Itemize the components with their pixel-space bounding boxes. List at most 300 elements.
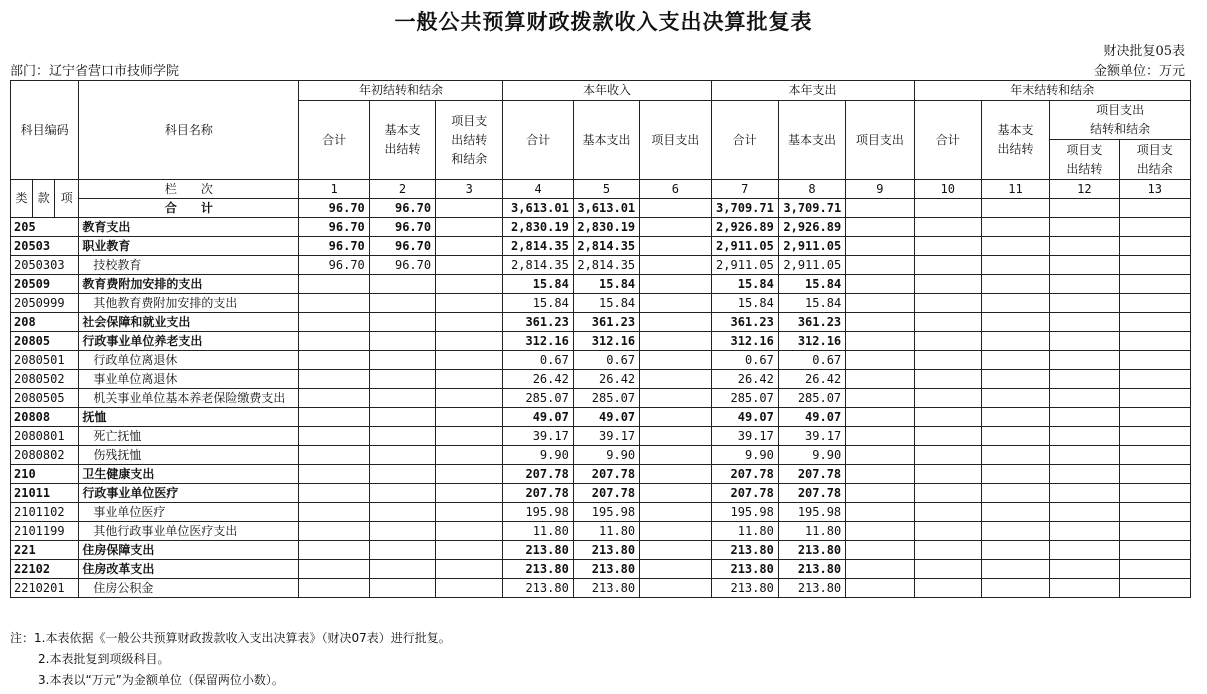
amount-cell: [1050, 484, 1119, 503]
table-row: [11, 218, 1191, 237]
amount-cell: [914, 541, 981, 560]
col-num: 2: [369, 180, 435, 199]
amount-cell: [1050, 332, 1119, 351]
amount-cell: 195.98: [573, 503, 639, 522]
header-group-begin: 年初结转和结余: [299, 81, 503, 101]
total-cell: 3,613.01: [573, 199, 639, 218]
amount-cell: 213.80: [573, 541, 639, 560]
amount-cell: 312.16: [503, 332, 573, 351]
header-basic-carry-line2: 出结转: [384, 142, 421, 156]
amount-cell: 207.78: [711, 484, 778, 503]
table-row: [11, 313, 1191, 332]
subject-name-cell: 住房公积金: [79, 579, 299, 598]
amount-cell: 213.80: [778, 541, 845, 560]
table-row: [11, 522, 1191, 541]
amount-cell: [369, 351, 435, 370]
amount-cell: 213.80: [778, 560, 845, 579]
amount-cell: [369, 503, 435, 522]
amount-cell: 213.80: [778, 579, 845, 598]
approval-table: [10, 80, 1191, 598]
amount-cell: 195.98: [503, 503, 573, 522]
amount-cell: [1050, 579, 1119, 598]
amount-cell: [1119, 484, 1190, 503]
subject-code-cell: 20509: [11, 275, 79, 294]
amount-cell: [436, 522, 503, 541]
total-cell: [846, 199, 914, 218]
amount-cell: [981, 313, 1049, 332]
amount-cell: [981, 446, 1049, 465]
header-project-carry-line3: 和结余: [451, 151, 488, 166]
amount-cell: 2,814.35: [503, 256, 573, 275]
amount-cell: [914, 484, 981, 503]
amount-cell: 96.70: [299, 256, 369, 275]
amount-cell: [436, 237, 503, 256]
amount-cell: [640, 370, 711, 389]
col-num: 11: [981, 180, 1049, 199]
amount-cell: [1050, 465, 1119, 484]
col-num: 7: [711, 180, 778, 199]
amount-cell: 15.84: [503, 294, 573, 313]
table-row: [11, 446, 1191, 465]
subject-name-cell: 职业教育: [79, 237, 299, 256]
note-3: 3.本表以“万元”为金额单位（保留两位小数）。: [38, 673, 284, 687]
amount-cell: 213.80: [503, 579, 573, 598]
amount-cell: [299, 313, 369, 332]
amount-cell: [299, 465, 369, 484]
amount-cell: 0.67: [778, 351, 845, 370]
table-row: [11, 465, 1191, 484]
col-num: 10: [914, 180, 981, 199]
subject-code-cell: 2080505: [11, 389, 79, 408]
table-row: [11, 294, 1191, 313]
table-row: [11, 237, 1191, 256]
amount-cell: 0.67: [573, 351, 639, 370]
amount-cell: 213.80: [711, 579, 778, 598]
amount-cell: [436, 408, 503, 427]
amount-cell: [436, 579, 503, 598]
amount-cell: [436, 427, 503, 446]
header-end-project-balance-line1: 项目支: [1136, 142, 1173, 157]
amount-cell: [299, 389, 369, 408]
amount-cell: [369, 332, 435, 351]
amount-cell: 2,911.05: [711, 237, 778, 256]
amount-cell: [640, 389, 711, 408]
amount-cell: [981, 275, 1049, 294]
header-end-project-carry-line1: 项目支: [1066, 142, 1103, 157]
subject-name-cell: 事业单位离退休: [79, 370, 299, 389]
amount-cell: 207.78: [778, 465, 845, 484]
amount-cell: 26.42: [503, 370, 573, 389]
subject-code-cell: 20805: [11, 332, 79, 351]
amount-cell: 49.07: [573, 408, 639, 427]
amount-cell: 0.67: [711, 351, 778, 370]
table-row: [11, 560, 1191, 579]
amount-cell: 285.07: [711, 389, 778, 408]
amount-cell: [1119, 237, 1190, 256]
amount-cell: [1050, 237, 1119, 256]
subject-code-cell: 210: [11, 465, 79, 484]
total-cell: [436, 199, 503, 218]
amount-cell: [914, 389, 981, 408]
subject-name-cell: 住房保障支出: [79, 541, 299, 560]
amount-cell: [640, 256, 711, 275]
amount-cell: [981, 484, 1049, 503]
header-total-expense: 合计: [711, 101, 778, 180]
amount-cell: 2,911.05: [778, 237, 845, 256]
amount-cell: [299, 446, 369, 465]
amount-cell: 26.42: [573, 370, 639, 389]
amount-cell: [299, 370, 369, 389]
amount-cell: 2,911.05: [778, 256, 845, 275]
amount-cell: [914, 465, 981, 484]
amount-cell: [846, 503, 914, 522]
amount-cell: [640, 446, 711, 465]
form-number: 财决批复05表: [1103, 44, 1185, 59]
subject-name-cell: 死亡抚恤: [79, 427, 299, 446]
amount-cell: 26.42: [711, 370, 778, 389]
amount-cell: 312.16: [778, 332, 845, 351]
amount-cell: [436, 256, 503, 275]
amount-cell: [299, 579, 369, 598]
amount-cell: [369, 408, 435, 427]
amount-cell: [1119, 370, 1190, 389]
amount-cell: [1119, 427, 1190, 446]
amount-cell: 195.98: [711, 503, 778, 522]
header-kuan: 款: [33, 180, 55, 218]
col-num: 5: [573, 180, 639, 199]
amount-cell: [299, 408, 369, 427]
amount-cell: 207.78: [711, 465, 778, 484]
amount-cell: 361.23: [711, 313, 778, 332]
amount-cell: [1119, 579, 1190, 598]
amount-cell: [640, 560, 711, 579]
amount-cell: [1050, 275, 1119, 294]
amount-cell: [846, 427, 914, 446]
amount-cell: [1119, 503, 1190, 522]
amount-cell: [981, 408, 1049, 427]
amount-cell: 2,830.19: [573, 218, 639, 237]
amount-cell: [299, 294, 369, 313]
page-title: 一般公共预算财政拨款收入支出决算批复表: [394, 10, 813, 34]
subject-code-cell: 2050999: [11, 294, 79, 313]
amount-cell: 96.70: [369, 218, 435, 237]
header-project-carry-line2: 出结转: [451, 132, 488, 147]
subject-name-cell: 其他行政事业单位医疗支出: [79, 522, 299, 541]
amount-cell: [1119, 560, 1190, 579]
notes: [10, 628, 451, 691]
note-1: 注：1.本表依据《一般公共预算财政拨款收入支出决算表》（财决07表）进行批复。: [10, 631, 451, 645]
amount-cell: 96.70: [299, 218, 369, 237]
subject-name-cell: 住房改革支出: [79, 560, 299, 579]
amount-cell: [436, 541, 503, 560]
amount-cell: [914, 313, 981, 332]
amount-cell: 312.16: [711, 332, 778, 351]
amount-cell: [846, 579, 914, 598]
amount-cell: 207.78: [503, 484, 573, 503]
amount-cell: [640, 465, 711, 484]
amount-cell: [1050, 446, 1119, 465]
amount-cell: [846, 408, 914, 427]
subject-name-cell: 行政事业单位养老支出: [79, 332, 299, 351]
amount-cell: 9.90: [711, 446, 778, 465]
amount-cell: [846, 294, 914, 313]
amount-cell: 195.98: [778, 503, 845, 522]
amount-cell: [846, 484, 914, 503]
header-end-basic-carry: [981, 101, 1049, 180]
amount-cell: [846, 370, 914, 389]
subject-name-cell: 行政单位离退休: [79, 351, 299, 370]
amount-cell: [1119, 332, 1190, 351]
amount-cell: [369, 370, 435, 389]
amount-cell: [981, 389, 1049, 408]
amount-cell: [914, 275, 981, 294]
header-group-end: 年末结转和结余: [914, 81, 1190, 101]
amount-cell: 213.80: [573, 579, 639, 598]
amount-cell: [914, 332, 981, 351]
amount-cell: 11.80: [711, 522, 778, 541]
amount-cell: 9.90: [778, 446, 845, 465]
amount-cell: [914, 370, 981, 389]
subject-code-cell: 2101199: [11, 522, 79, 541]
amount-cell: [1050, 389, 1119, 408]
amount-cell: 2,814.35: [503, 237, 573, 256]
amount-cell: 312.16: [573, 332, 639, 351]
amount-cell: 361.23: [503, 313, 573, 332]
amount-cell: [981, 465, 1049, 484]
amount-cell: 49.07: [503, 408, 573, 427]
amount-cell: [299, 484, 369, 503]
table-row: [11, 389, 1191, 408]
department-label: 部门：辽宁省营口市技师学院: [10, 64, 180, 79]
amount-cell: [914, 579, 981, 598]
amount-cell: 96.70: [299, 237, 369, 256]
header-end-project-carry: [1050, 140, 1119, 180]
note-2: 2.本表批复到项级科目。: [38, 652, 170, 666]
header-lan-ci: 栏 次: [79, 180, 299, 199]
total-cell: [1119, 199, 1190, 218]
total-cell: 3,613.01: [503, 199, 573, 218]
amount-cell: [981, 237, 1049, 256]
amount-cell: [369, 522, 435, 541]
amount-cell: 11.80: [573, 522, 639, 541]
amount-cell: [981, 351, 1049, 370]
amount-cell: [914, 503, 981, 522]
amount-cell: [436, 332, 503, 351]
amount-cell: 15.84: [503, 275, 573, 294]
amount-cell: 15.84: [711, 275, 778, 294]
amount-cell: [640, 484, 711, 503]
header-basic-expense: 基本支出: [778, 101, 845, 180]
header-total-income: 合计: [503, 101, 573, 180]
amount-cell: [369, 579, 435, 598]
subject-code-cell: 221: [11, 541, 79, 560]
table-row: [11, 484, 1191, 503]
table-row: [11, 351, 1191, 370]
col-num: 13: [1119, 180, 1190, 199]
header-subject-code: 科目编码: [11, 81, 79, 180]
amount-cell: [369, 446, 435, 465]
amount-cell: [369, 560, 435, 579]
amount-cell: 2,814.35: [573, 237, 639, 256]
col-num: 3: [436, 180, 503, 199]
amount-cell: [1119, 446, 1190, 465]
amount-cell: [369, 389, 435, 408]
amount-cell: [1119, 256, 1190, 275]
table-row: [11, 541, 1191, 560]
amount-cell: [1050, 256, 1119, 275]
amount-cell: [846, 332, 914, 351]
amount-cell: [1050, 370, 1119, 389]
subject-name-cell: 行政事业单位医疗: [79, 484, 299, 503]
amount-cell: [914, 237, 981, 256]
amount-cell: [299, 351, 369, 370]
total-cell: 96.70: [369, 199, 435, 218]
amount-cell: [1119, 522, 1190, 541]
amount-cell: 11.80: [503, 522, 573, 541]
amount-cell: [640, 541, 711, 560]
amount-cell: [1050, 218, 1119, 237]
table-row: [11, 503, 1191, 522]
amount-cell: 15.84: [573, 294, 639, 313]
header-basic-carry-line1: 基本支: [384, 123, 421, 137]
amount-cell: [436, 484, 503, 503]
amount-cell: 213.80: [711, 560, 778, 579]
amount-cell: 26.42: [778, 370, 845, 389]
amount-cell: [914, 522, 981, 541]
amount-cell: [846, 351, 914, 370]
col-num: 6: [640, 180, 711, 199]
amount-cell: 0.67: [503, 351, 573, 370]
col-num: 9: [846, 180, 914, 199]
amount-cell: [846, 313, 914, 332]
amount-cell: 2,926.89: [711, 218, 778, 237]
total-cell: [1050, 199, 1119, 218]
amount-cell: [1050, 313, 1119, 332]
amount-cell: [914, 351, 981, 370]
amount-cell: [1050, 427, 1119, 446]
amount-cell: 9.90: [573, 446, 639, 465]
amount-cell: [1050, 522, 1119, 541]
header-end-project-group-line2: 结转和结余: [1090, 122, 1151, 136]
amount-cell: [640, 294, 711, 313]
amount-cell: [369, 294, 435, 313]
amount-cell: [981, 294, 1049, 313]
subject-name-cell: 卫生健康支出: [79, 465, 299, 484]
subject-code-cell: 2101102: [11, 503, 79, 522]
amount-cell: 49.07: [778, 408, 845, 427]
header-lei: 类: [11, 180, 33, 218]
amount-cell: [299, 541, 369, 560]
amount-cell: [846, 465, 914, 484]
header-subject-name: 科目名称: [79, 81, 299, 180]
amount-cell: [640, 522, 711, 541]
amount-cell: [846, 237, 914, 256]
amount-cell: [640, 408, 711, 427]
subject-name-cell: 教育支出: [79, 218, 299, 237]
table-row: [11, 370, 1191, 389]
amount-cell: [914, 218, 981, 237]
amount-cell: [914, 446, 981, 465]
total-cell: 3,709.71: [711, 199, 778, 218]
subject-code-cell: 20808: [11, 408, 79, 427]
amount-cell: [914, 560, 981, 579]
amount-cell: [981, 579, 1049, 598]
amount-cell: [640, 427, 711, 446]
amount-cell: 207.78: [778, 484, 845, 503]
amount-cell: [1119, 408, 1190, 427]
subject-name-cell: 伤残抚恤: [79, 446, 299, 465]
header-end-basic-carry-line1: 基本支: [997, 123, 1034, 137]
header-end-basic-carry-line2: 出结转: [997, 142, 1034, 156]
amount-cell: [436, 560, 503, 579]
amount-cell: [846, 560, 914, 579]
subject-code-cell: 205: [11, 218, 79, 237]
amount-cell: [436, 351, 503, 370]
amount-cell: 39.17: [711, 427, 778, 446]
amount-cell: [846, 256, 914, 275]
amount-cell: 96.70: [369, 237, 435, 256]
amount-cell: [1119, 389, 1190, 408]
amount-cell: [299, 427, 369, 446]
data-rows: [11, 218, 1191, 598]
amount-cell: [640, 332, 711, 351]
amount-cell: 213.80: [503, 560, 573, 579]
amount-cell: 39.17: [573, 427, 639, 446]
header-project-carry: [436, 101, 503, 180]
subject-code-cell: 20503: [11, 237, 79, 256]
amount-cell: [369, 465, 435, 484]
amount-cell: [369, 275, 435, 294]
table-row: [11, 408, 1191, 427]
col-num: 8: [778, 180, 845, 199]
amount-cell: 2,911.05: [711, 256, 778, 275]
amount-cell: [981, 370, 1049, 389]
table-row: [11, 579, 1191, 598]
amount-cell: 15.84: [711, 294, 778, 313]
amount-cell: [640, 351, 711, 370]
amount-cell: 213.80: [711, 541, 778, 560]
amount-cell: [981, 541, 1049, 560]
amount-cell: [1050, 294, 1119, 313]
amount-cell: [846, 218, 914, 237]
amount-cell: [846, 389, 914, 408]
amount-cell: [1119, 351, 1190, 370]
amount-cell: [1119, 465, 1190, 484]
amount-cell: 9.90: [503, 446, 573, 465]
amount-cell: [436, 313, 503, 332]
amount-cell: [914, 256, 981, 275]
subject-name-cell: 教育费附加安排的支出: [79, 275, 299, 294]
amount-cell: [640, 579, 711, 598]
amount-cell: [436, 446, 503, 465]
amount-cell: [369, 484, 435, 503]
amount-cell: [1050, 541, 1119, 560]
amount-cell: [981, 427, 1049, 446]
header-end-project-group: [1050, 101, 1191, 140]
amount-cell: 39.17: [503, 427, 573, 446]
header-he-ji: 合 计: [79, 199, 299, 218]
header-xiang: 项: [55, 180, 79, 218]
subject-code-cell: 2210201: [11, 579, 79, 598]
amount-cell: 285.07: [573, 389, 639, 408]
amount-cell: [981, 522, 1049, 541]
table-row: [11, 256, 1191, 275]
amount-cell: [369, 541, 435, 560]
header-end-project-balance: [1119, 140, 1190, 180]
header-project-income: 项目支出: [640, 101, 711, 180]
amount-cell: 361.23: [778, 313, 845, 332]
subject-name-cell: 社会保障和就业支出: [79, 313, 299, 332]
